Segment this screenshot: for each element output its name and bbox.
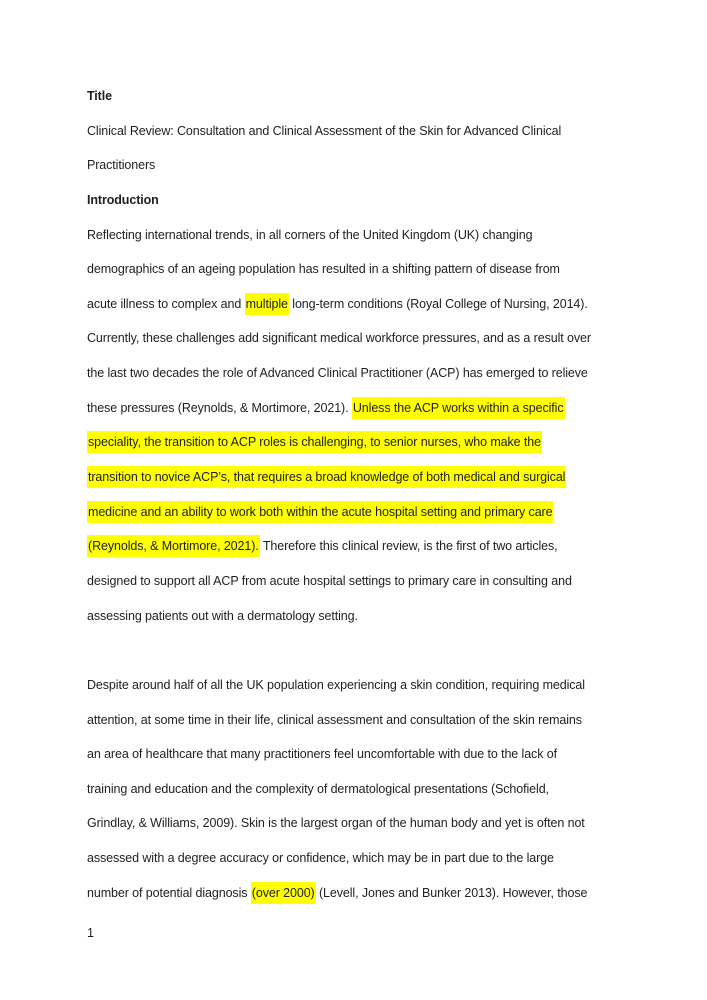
- document-line: [87, 772, 632, 807]
- text-segment: attention, at some time in their life, clinical assessment and consultation of the skin remains: [87, 712, 582, 727]
- document-line: [87, 633, 632, 668]
- document-line: [87, 114, 632, 149]
- text-segment: training and education and the complexity of dermatological presentations (Schofield,: [87, 781, 549, 796]
- document-line: [87, 218, 632, 253]
- text-segment: Introduction: [87, 192, 159, 207]
- text-segment: number of potential diagnosis: [87, 885, 251, 900]
- document-line: [87, 806, 632, 841]
- document-line: [87, 356, 632, 391]
- document-line: [87, 564, 632, 599]
- document-line: [87, 737, 632, 772]
- highlighted-text: speciality, the transition to ACP roles is challenging, to senior nurses, who make the: [87, 431, 542, 453]
- document-line: [87, 529, 632, 564]
- highlighted-text: (Reynolds, & Mortimore, 2021).: [87, 535, 260, 557]
- heading-line: [87, 183, 632, 218]
- document-line: [87, 703, 632, 738]
- text-segment: Clinical Review: Consultation and Clinical Assessment of the Skin for Advanced Clinical: [87, 123, 562, 138]
- text-segment: demographics of an ageing population has resulted in a shifting pattern of disease from: [87, 262, 560, 277]
- text-segment: long-term conditions (Royal College of Nursing, 2014).: [288, 296, 588, 311]
- text-segment: Grindlay, & Williams, 2009). Skin is the largest organ of the human body and yet is often not: [87, 816, 585, 831]
- document-line: [87, 252, 632, 287]
- heading-line: [87, 79, 632, 114]
- document-line: [87, 460, 632, 495]
- document-line: [87, 425, 632, 460]
- text-segment: Currently, these challenges add significant medical workforce pressures, and as a result over: [87, 331, 591, 346]
- text-segment: designed to support all ACP from acute hospital settings to primary care in consulting and: [87, 573, 572, 588]
- text-segment: the last two decades the role of Advanced Clinical Practitioner (ACP) has emerged to relieve: [87, 366, 588, 381]
- text-segment: (Levell, Jones and Bunker 2013). However, those: [315, 885, 588, 900]
- document-line: [87, 148, 632, 183]
- document-line: [87, 391, 632, 426]
- highlighted-text: medicine and an ability to work both within the acute hospital setting and primary care: [87, 501, 553, 523]
- highlighted-text: transition to novice ACP’s, that requires a broad knowledge of both medical and surgical: [87, 466, 566, 488]
- document-line: [87, 876, 632, 911]
- text-segment: Despite around half of all the UK population experiencing a skin condition, requiring medical: [87, 677, 585, 692]
- text-segment: assessed with a degree accuracy or confidence, which may be in part due to the large: [87, 851, 554, 866]
- highlighted-text: (over 2000): [251, 882, 316, 904]
- document-line: [87, 287, 632, 322]
- document-line: [87, 599, 632, 634]
- text-segment: an area of healthcare that many practitioners feel uncomfortable with due to the lack of: [87, 747, 557, 762]
- highlighted-text: Unless the ACP works within a specific: [352, 397, 565, 419]
- text-segment: acute illness to complex and: [87, 296, 245, 311]
- text-segment: these pressures (Reynolds, & Mortimore, 2021).: [87, 400, 352, 415]
- page-number: 1: [87, 926, 94, 940]
- text-segment: Practitioners: [87, 158, 156, 173]
- text-segment: Title: [87, 89, 112, 103]
- document-line: [87, 841, 632, 876]
- document-line: [87, 321, 632, 356]
- text-segment: Reflecting international trends, in all corners of the United Kingdom (UK) changing: [87, 227, 533, 242]
- document-line: [87, 668, 632, 703]
- document-body: [87, 79, 632, 910]
- text-segment: assessing patients out with a dermatology setting.: [87, 608, 358, 623]
- text-segment: Therefore this clinical review, is the first of two articles,: [259, 539, 558, 554]
- highlighted-text: multiple: [245, 293, 289, 315]
- document-line: [87, 495, 632, 530]
